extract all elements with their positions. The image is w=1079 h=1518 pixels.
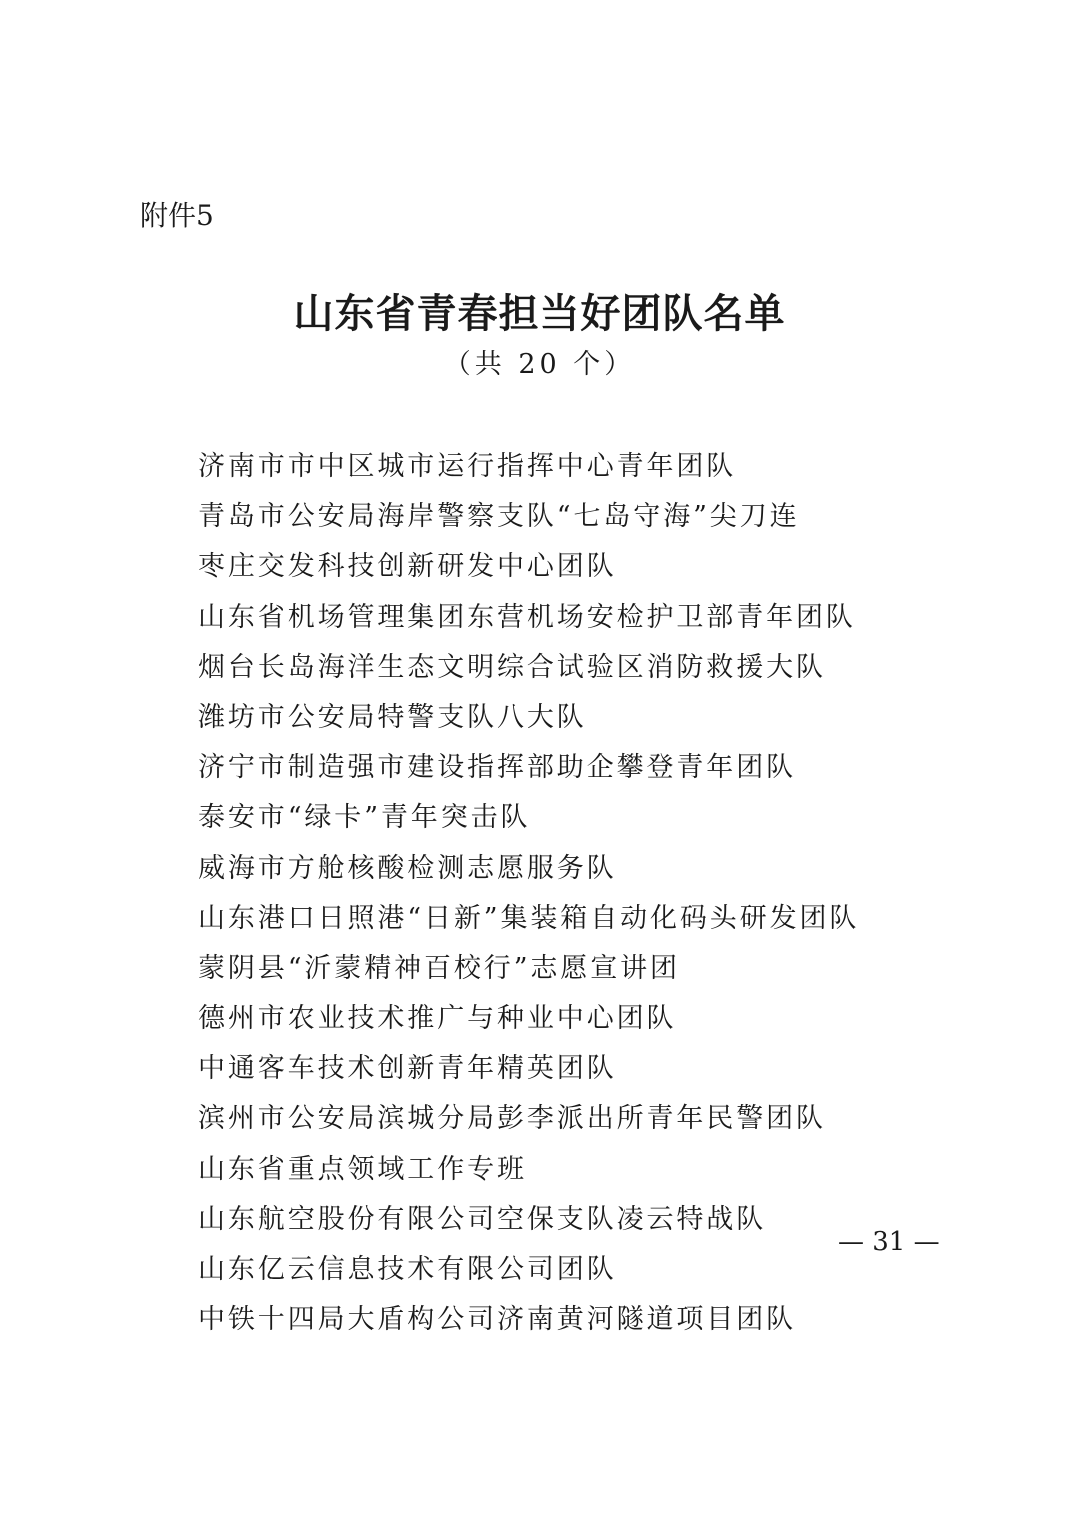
page-number: — 31 — (838, 1227, 940, 1257)
team-list-item: 威海市方舱核酸检测志愿服务队 (198, 852, 617, 884)
team-list-item: 青岛市公安局海岸警察支队“七岛守海”尖刀连 (198, 501, 800, 533)
team-list-item: 山东亿云信息技术有限公司团队 (198, 1254, 617, 1285)
attachment-number: 5 (196, 199, 214, 232)
team-list-item: 烟台长岛海洋生态文明综合试验区消防救援大队 (198, 651, 826, 683)
attachment-label (140, 196, 214, 236)
team-list-item: 泰安市“绿卡”青年突击队 (198, 802, 531, 834)
team-list-item: 德州市农业技术推广与种业中心团队 (198, 1003, 677, 1035)
attachment-label-text: 附件 (140, 199, 197, 232)
team-list-item: 山东省重点领域工作专班 (198, 1153, 527, 1185)
team-list-item: 山东航空股份有限公司空保支队凌云特战队 (198, 1203, 767, 1235)
team-list-item: 济宁市制造强市建设指挥部助企攀登青年团队 (198, 752, 796, 784)
document-title: 山东省青春担当好团队名单 (293, 290, 786, 337)
team-list-item: 潍坊市公安局特警支队八大队 (198, 701, 587, 733)
team-list (198, 442, 859, 1345)
team-list-item: 蒙阴县“沂蒙精神百校行”志愿宣讲团 (198, 952, 680, 984)
team-list-item: 中通客车技术创新青年精英团队 (198, 1053, 617, 1085)
team-list-item: 中铁十四局大盾构公司济南黄河隧道项目团队 (198, 1304, 796, 1336)
team-list-item: 枣庄交发科技创新研发中心团队 (198, 551, 617, 583)
team-list-item: 济南市市中区城市运行指挥中心青年团队 (198, 451, 737, 482)
team-list-item: 山东港口日照港“日新”集装箱自动化码头研发团队 (198, 902, 860, 934)
document-subtitle: （共 20 个） (443, 349, 636, 380)
team-list-item: 山东省机场管理集团东营机场安检护卫部青年团队 (198, 601, 856, 633)
team-list-item: 滨州市公安局滨城分局彭李派出所青年民警团队 (198, 1103, 826, 1135)
